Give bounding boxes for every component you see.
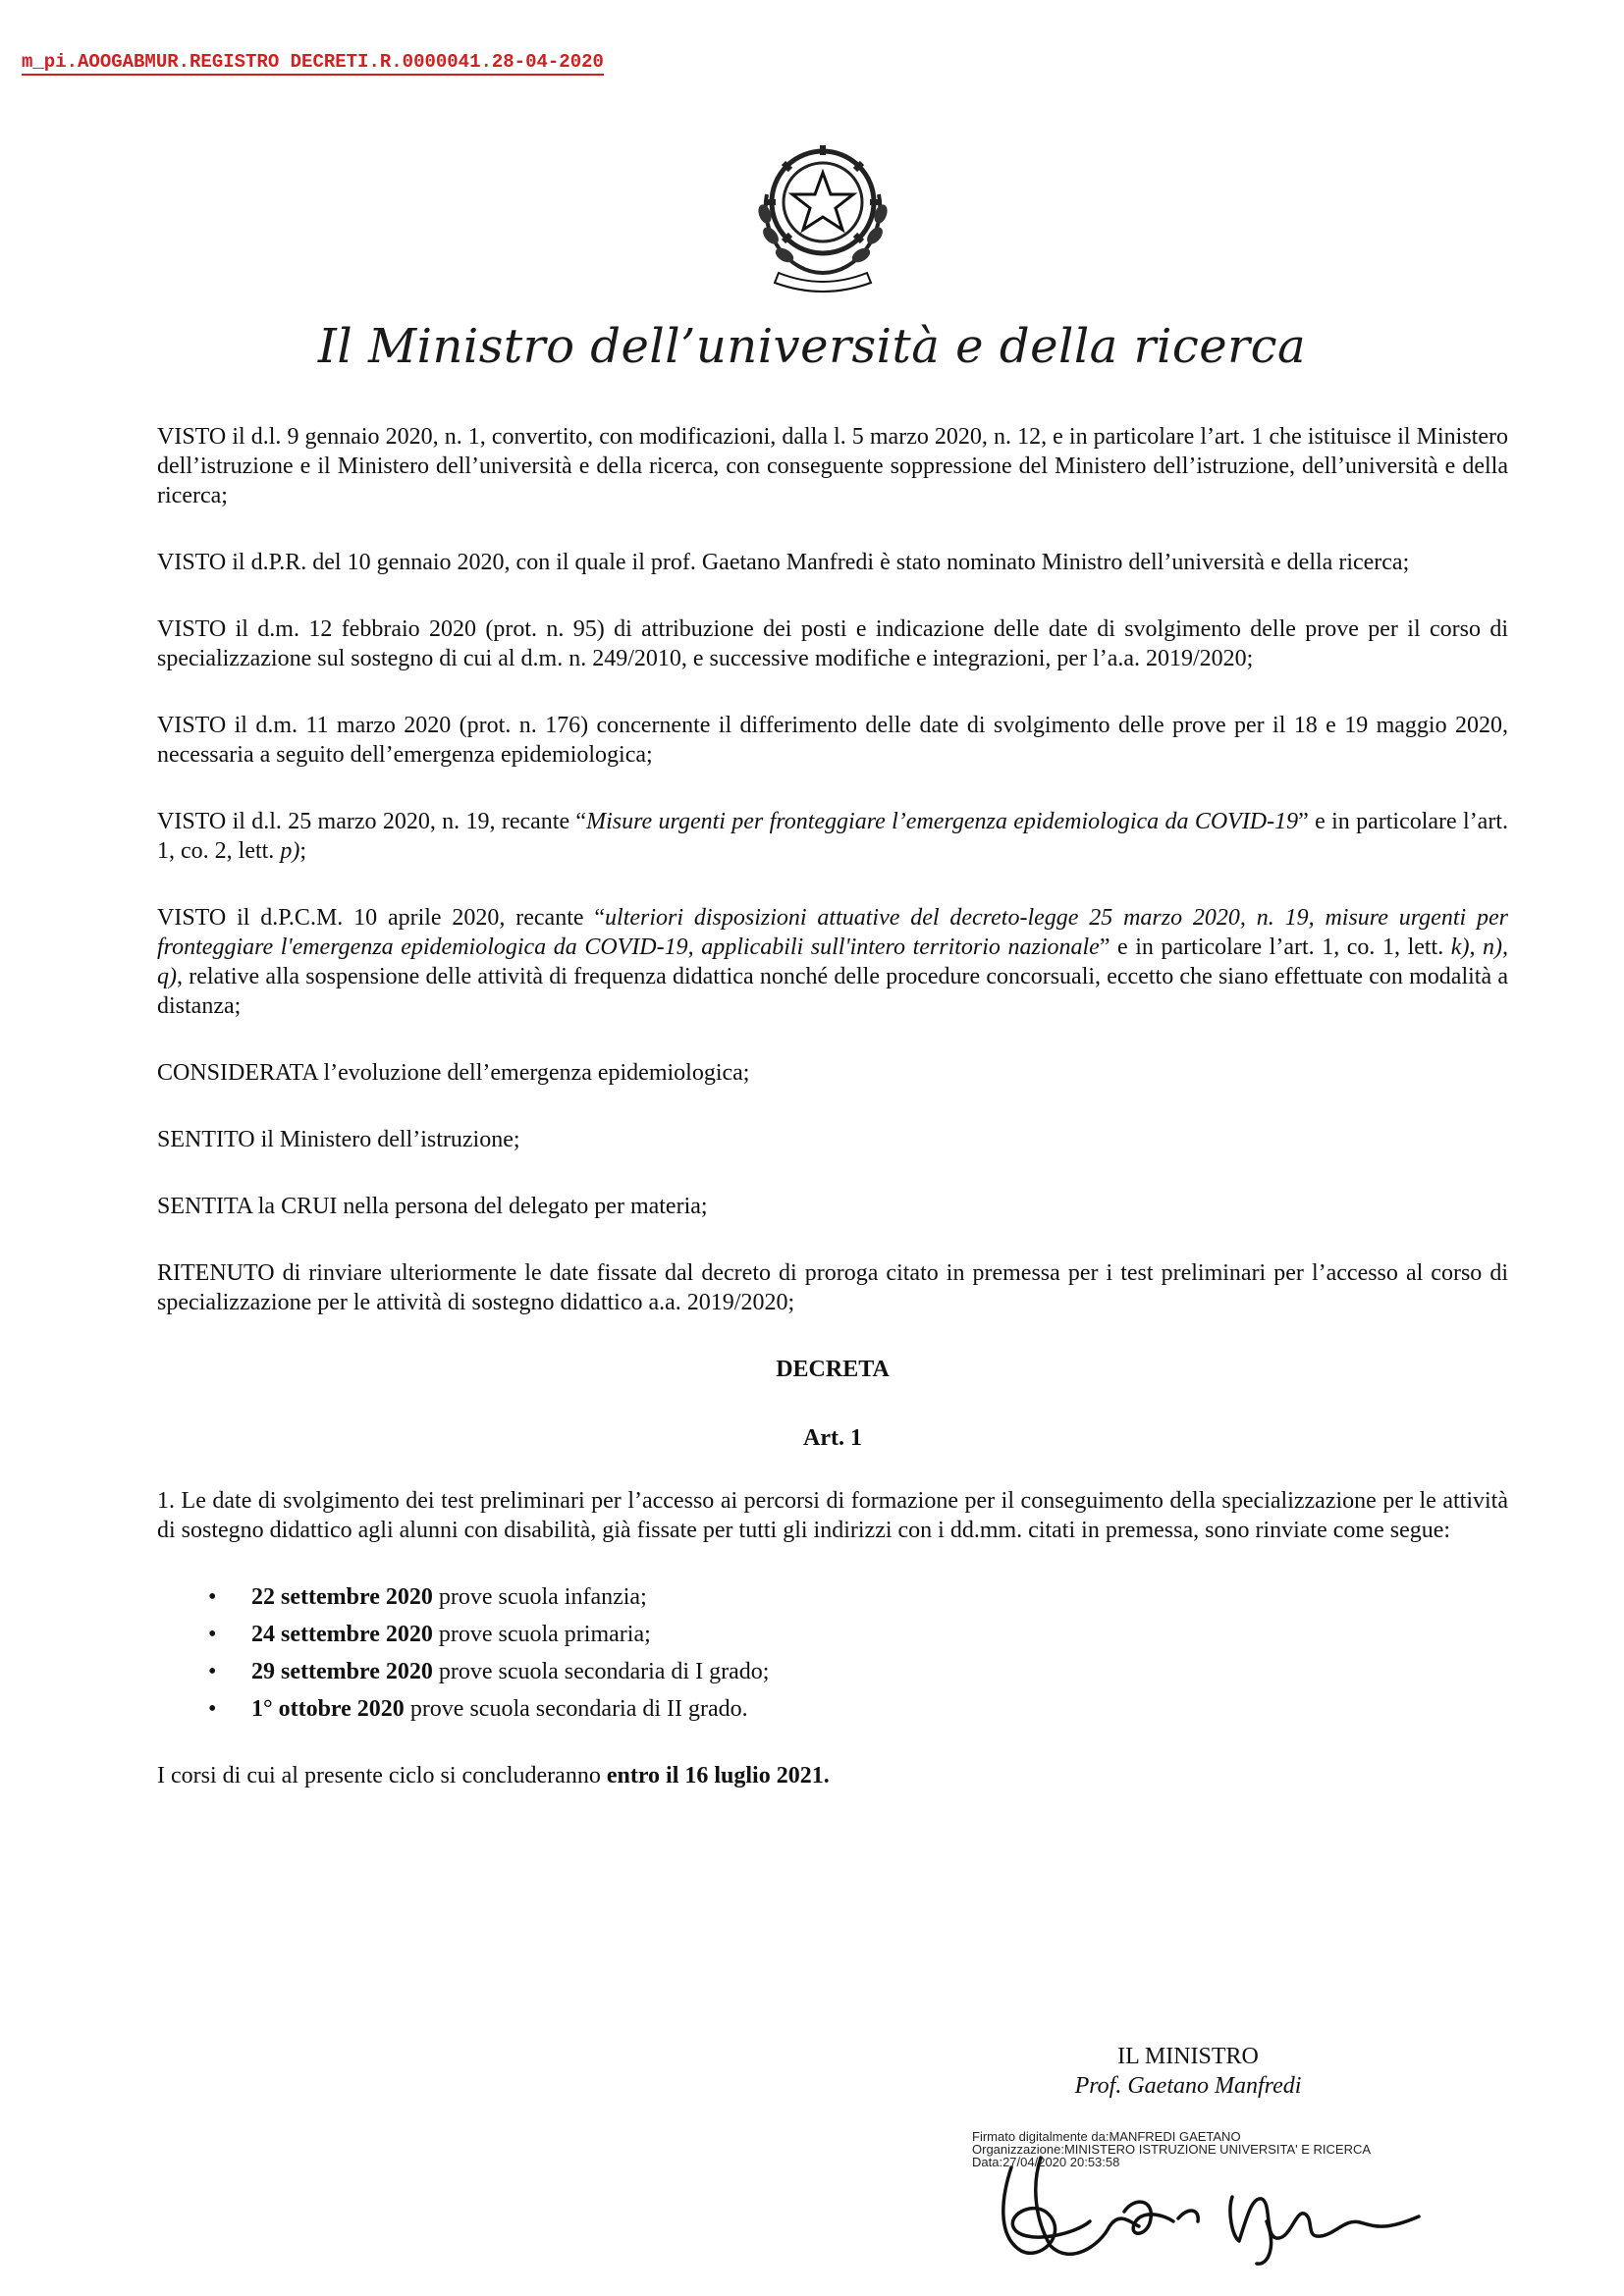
consideration-lead: VISTO [157, 905, 227, 931]
signature-block [982, 2042, 1394, 2101]
consideration-text: il d.P.R. del 10 gennaio 2020, con il quale il prof. Gaetano Manfredi è stato nominato Ministro dell’università e della ricerca; [226, 550, 1410, 575]
handwritten-signature [982, 2128, 1434, 2275]
italian-republic-emblem-icon [749, 126, 896, 293]
consideration-text: il d.l. 9 gennaio 2020, n. 1, convertito, con modificazioni, dalla l. 5 marzo 2020, n. 12, e in particolare l’art. 1 che istituisce il Ministero dell’istruzione e il Ministero dell’università e della ricerca, con conseguente soppressione del Ministero dell’istruzione, dell’università e della ricerca; [157, 424, 1508, 508]
consideration-lead: VISTO [157, 550, 227, 575]
bullet-icon: • [208, 1584, 217, 1610]
consideration-lead: VISTO [157, 424, 227, 450]
bullet-icon: • [208, 1696, 217, 1722]
consideration-5 [157, 1058, 1508, 1088]
letter-reference: p) [280, 838, 300, 864]
list-item [208, 1657, 1508, 1686]
consideration-1 [157, 422, 1508, 510]
consideration-lead: SENTITA [157, 1194, 252, 1219]
digital-signature-line: Data:27/04/2020 20:53:58 [972, 2155, 1120, 2169]
decree-body [157, 422, 1508, 1828]
digital-signature-line: Firmato digitalmente da:MANFREDI GAETANO [972, 2129, 1241, 2144]
consideration-dl-covid [157, 807, 1508, 866]
consideration-2 [157, 548, 1508, 577]
list-item [208, 1620, 1508, 1649]
decree-heading: DECRETA [776, 1357, 890, 1382]
test-date: 1° ottobre 2020 [251, 1696, 405, 1722]
protocol-stamp: m_pi.AOOGABMUR.REGISTRO DECRETI.R.0000041.28-04-2020 [22, 51, 604, 76]
consideration-text: ” e in particolare l’art. 1, co. 2, lett. [157, 809, 1508, 864]
letter-reference: k), n), q) [157, 934, 1509, 989]
bullet-icon: • [208, 1659, 217, 1684]
closing-text: I corsi di cui al presente ciclo si concluderanno [157, 1763, 607, 1789]
consideration-lead: VISTO [157, 713, 227, 738]
consideration-text: ; [299, 838, 306, 864]
consideration-3 [157, 614, 1508, 673]
bullet-icon: • [208, 1622, 217, 1647]
consideration-text: , relative alla sospensione delle attività di frequenza didattica nonché delle procedure concorsuali, eccetto che siano effettuate con modalità a distanza; [157, 964, 1508, 1019]
test-date: 24 settembre 2020 [251, 1622, 433, 1647]
consideration-text: il d.m. 11 marzo 2020 (prot. n. 176) concernente il differimento delle date di svolgimento delle prove per il 18 e 19 maggio 2020, necessaria a seguito dell’emergenza epidemiologica; [157, 713, 1508, 768]
test-description: prove scuola secondaria di II grado. [404, 1696, 748, 1722]
consideration-lead: RITENUTO [157, 1260, 275, 1286]
minister-role: IL MINISTRO [1117, 2044, 1259, 2069]
list-item [208, 1582, 1508, 1612]
test-date: 22 settembre 2020 [251, 1584, 433, 1610]
test-dates-list [157, 1582, 1508, 1724]
consideration-text: l’evoluzione dell’emergenza epidemiologica; [317, 1060, 750, 1086]
test-description: prove scuola secondaria di I grado; [432, 1659, 770, 1684]
article-intro: 1. Le date di svolgimento dei test preliminari per l’accesso ai percorsi di formazione per il conseguimento della specializzazione per le attività di sostegno didattico agli alunni con disabilità, già fissate per tutti gli indirizzi con i dd.mm. citati in premessa, sono rinviate come segue: [157, 1488, 1508, 1543]
test-description: prove scuola primaria; [432, 1622, 651, 1647]
test-date: 29 settembre 2020 [251, 1659, 433, 1684]
minister-name: Prof. Gaetano Manfredi [1074, 2073, 1302, 2099]
closing-deadline: entro il 16 luglio 2021. [606, 1763, 830, 1789]
list-item [208, 1694, 1508, 1724]
consideration-dpcm [157, 903, 1508, 1021]
decree-law-title: Misure urgenti per fronteggiare l’emergenza epidemiologica da COVID-19 [586, 809, 1299, 834]
consideration-lead: SENTITO [157, 1127, 255, 1152]
consideration-text: il d.l. 25 marzo 2020, n. 19, recante “ [226, 809, 587, 834]
article-heading: Art. 1 [803, 1425, 862, 1451]
consideration-text: la CRUI nella persona del delegato per materia; [251, 1194, 708, 1219]
consideration-lead: CONSIDERATA [157, 1060, 318, 1086]
closing-statement [157, 1761, 1508, 1790]
consideration-text: il d.m. 12 febbraio 2020 (prot. n. 95) di attribuzione dei posti e indicazione delle date di svolgimento delle prove per il corso di specializzazione sul sostegno di cui al d.m. n. 249/2010, e successive modifiche e integrazioni, per l’a.a. 2019/2020; [157, 616, 1508, 671]
consideration-6 [157, 1125, 1508, 1154]
consideration-text: il Ministero dell’istruzione; [254, 1127, 520, 1152]
consideration-4 [157, 711, 1508, 770]
ministry-title: Il Ministro dell’università e della ricerca [317, 319, 1307, 374]
consideration-text: di rinviare ulteriormente le date fissate dal decreto di proroga citato in premessa per i test preliminari per l’accesso al corso di specializzazione per le attività di sostegno didattico a.a. 2019/2020; [157, 1260, 1508, 1315]
consideration-text: il d.P.C.M. 10 aprile 2020, recante “ [226, 905, 606, 931]
consideration-text: ” e in particolare l’art. 1, co. 1, lett. [1099, 934, 1451, 960]
consideration-8 [157, 1258, 1508, 1317]
consideration-lead: VISTO [157, 616, 227, 642]
digital-signature-line: Organizzazione:MINISTERO ISTRUZIONE UNIVERSITA' E RICERCA [972, 2142, 1372, 2157]
consideration-lead: VISTO [157, 809, 227, 834]
test-description: prove scuola infanzia; [432, 1584, 647, 1610]
consideration-7 [157, 1192, 1508, 1221]
dpcm-title: ulteriori disposizioni attuative del decreto-legge 25 marzo 2020, n. 19, misure urgenti per fronteggiare l'emergenza epidemiologica da COVID-19, applicabili sull'intero territorio nazionale [157, 905, 1508, 960]
